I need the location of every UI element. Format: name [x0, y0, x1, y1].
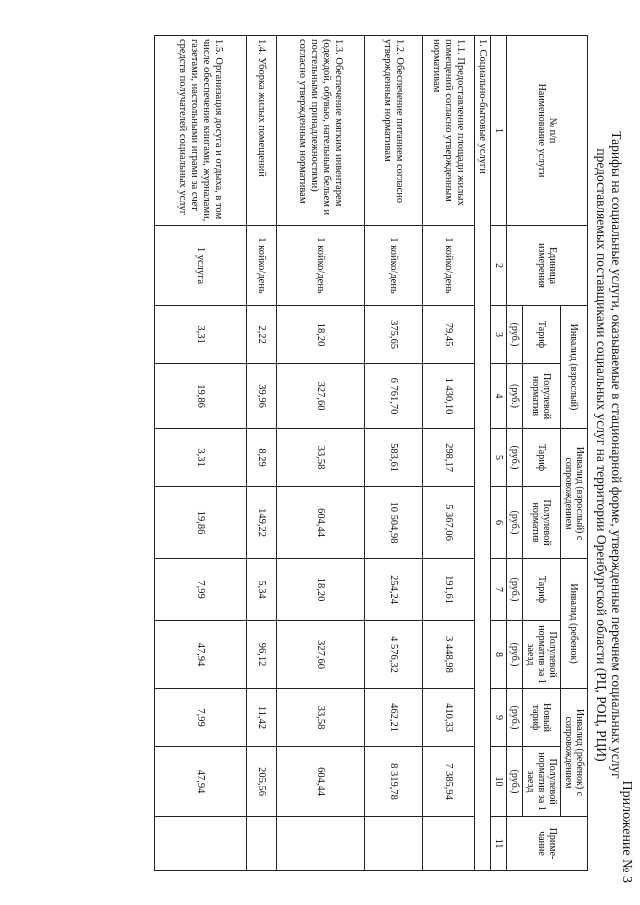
header-unit: Единица измерения [507, 226, 588, 306]
cell-value: 11,42 [247, 689, 277, 747]
column-number: 3 [491, 306, 507, 364]
unit-rub: (руб.) [507, 306, 523, 364]
service-name: 1.5. Организация досуга и отдыха, в том числе обеспечение книгами, журналами, газетами, настольными играми за счет средств получателей социальных услуг [155, 36, 247, 226]
header-note: Приме-чание [507, 817, 588, 871]
cell-value: 8 319,78 [365, 747, 423, 817]
header-name: Наименование услуги [536, 83, 547, 178]
section-row [475, 36, 491, 871]
cell-value: 5 367,06 [423, 487, 475, 559]
column-number: 6 [491, 487, 507, 559]
cell-value: 4 576,32 [365, 621, 423, 689]
cell-value: 205,56 [247, 747, 277, 817]
cell-value: 3,31 [155, 306, 247, 364]
cell-value: 19,86 [155, 487, 247, 559]
header-tariff: Тариф [523, 306, 561, 364]
note-cell [155, 817, 247, 871]
cell-value: 583,61 [365, 429, 423, 487]
service-unit: 1 койко/день [423, 226, 475, 306]
cell-value: 18,20 [277, 559, 365, 621]
cell-value: 96,12 [247, 621, 277, 689]
cell-value: 7,99 [155, 689, 247, 747]
unit-rub: (руб.) [507, 689, 523, 747]
unit-rub: (руб.) [507, 747, 523, 817]
column-number: 2 [491, 226, 507, 306]
title-line-2: предоставляемых поставщиками социальных услуг на территории Оренбургской области (РЦ, РОЦ, РЦИ) [594, 148, 609, 762]
cell-value: 1 430,10 [423, 364, 475, 429]
unit-rub: (руб.) [507, 364, 523, 429]
section-title: 1. Социально-бытовые услуги [475, 36, 491, 871]
note-cell [247, 817, 277, 871]
column-number: 5 [491, 429, 507, 487]
cell-value: 604,44 [277, 747, 365, 817]
service-name: 1.1. Предоставление площади жилых помещений согласно утвержденным нормативам [423, 36, 475, 226]
cell-value: 191,61 [423, 559, 475, 621]
cell-value: 10 504,98 [365, 487, 423, 559]
header-course-trip: Полулевой норматив за 1 заезд [523, 747, 561, 817]
table-row [155, 36, 247, 871]
cell-value: 33,58 [277, 429, 365, 487]
table-row [277, 36, 365, 871]
header-group-adult: Инвалид (взрослый) [561, 306, 588, 429]
cell-value: 3 448,98 [423, 621, 475, 689]
cell-value: 604,44 [277, 487, 365, 559]
header-num: № п/п [547, 117, 558, 144]
unit-rub: (руб.) [507, 621, 523, 689]
cell-value: 254,24 [365, 559, 423, 621]
column-number: 11 [491, 817, 507, 871]
document-title [594, 40, 624, 870]
table-row [247, 36, 277, 871]
cell-value: 7 385,94 [423, 747, 475, 817]
cell-value: 2,22 [247, 306, 277, 364]
column-numbers-row [491, 36, 507, 871]
cell-value: 18,20 [277, 306, 365, 364]
unit-rub: (руб.) [507, 559, 523, 621]
cell-value: 8,29 [247, 429, 277, 487]
cell-value: 327,60 [277, 364, 365, 429]
column-number: 8 [491, 621, 507, 689]
cell-value: 6 761,70 [365, 364, 423, 429]
column-number: 9 [491, 689, 507, 747]
cell-value: 298,17 [423, 429, 475, 487]
header-course: Полулевой норматив [523, 364, 561, 429]
cell-value: 47,94 [155, 621, 247, 689]
note-cell [423, 817, 475, 871]
service-unit: 1 койко/день [277, 226, 365, 306]
header-group-child: Инвалид (ребенок) [561, 559, 588, 689]
service-unit: 1 койко/день [365, 226, 423, 306]
cell-value: 462,21 [365, 689, 423, 747]
service-unit: 1 койко/день [247, 226, 277, 306]
cell-value: 47,94 [155, 747, 247, 817]
cell-value: 410,33 [423, 689, 475, 747]
note-cell [277, 817, 365, 871]
cell-value: 375,65 [365, 306, 423, 364]
cell-value: 79,45 [423, 306, 475, 364]
header-new-tariff: Новый тариф [523, 689, 561, 747]
unit-rub: (руб.) [507, 487, 523, 559]
cell-value: 39,96 [247, 364, 277, 429]
service-name: 1.4. Уборка жилых помещений [247, 36, 277, 226]
column-number: 10 [491, 747, 507, 817]
header-group-adult-escort: Инвалид (взрослый) с сопровождением [561, 429, 588, 559]
cell-value: 327,60 [277, 621, 365, 689]
cell-value: 7,99 [155, 559, 247, 621]
header-group-child-escort: Инвалид (ребенок) с сопровождением [561, 689, 588, 817]
note-cell [365, 817, 423, 871]
header-course-trip: Полулевой норматив за 1 заезд [523, 621, 561, 689]
cell-value: 5,34 [247, 559, 277, 621]
service-name: 1.3. Обеспечение мягким инвентарем (одеждой, обувью, нательным бельем и постельными принадлежностями) согласно утвержденным нормативам [277, 36, 365, 226]
cell-value: 149,22 [247, 487, 277, 559]
cell-value: 19,86 [155, 364, 247, 429]
header-course: Полулевой норматив [523, 487, 561, 559]
column-number: 4 [491, 364, 507, 429]
header-tariff: Тариф [523, 559, 561, 621]
appendix-label: Приложение № 3 [619, 780, 634, 883]
cell-value: 3,31 [155, 429, 247, 487]
table-row [365, 36, 423, 871]
service-unit: 1 услуга [155, 226, 247, 306]
column-number: 1 [491, 36, 507, 226]
column-number: 7 [491, 559, 507, 621]
header-service-name [507, 36, 588, 226]
service-name: 1.2. Обеспечение питанием согласно утвержденным нормативам [365, 36, 423, 226]
unit-rub: (руб.) [507, 429, 523, 487]
title-line-1: Тарифы на социальные услуги, оказываемые в стационарной форме, утвержденные перечнем социальных услуг [609, 131, 624, 779]
table-row [423, 36, 475, 871]
tariffs-table [154, 35, 588, 871]
cell-value: 33,58 [277, 689, 365, 747]
header-tariff: Тариф [523, 429, 561, 487]
